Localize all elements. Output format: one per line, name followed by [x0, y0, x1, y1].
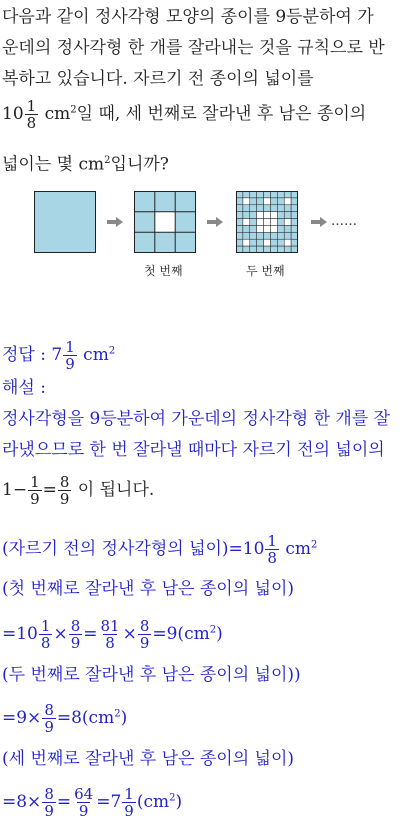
- carpet-cell: [236, 219, 243, 226]
- carpet-cell: [250, 246, 257, 253]
- carpet-cell: [277, 219, 284, 226]
- carpet-cell: [257, 191, 264, 198]
- close-paren: ): [120, 708, 128, 728]
- fraction: [42, 786, 56, 819]
- result: (cm: [136, 792, 170, 812]
- carpet-cell: [291, 212, 298, 219]
- problem-line-5: [2, 150, 169, 176]
- explanation-line-4: [2, 533, 317, 566]
- denominator: 9: [70, 634, 81, 652]
- denominator: 8: [40, 634, 51, 652]
- carpet-cell: [236, 225, 243, 232]
- times: ×: [53, 624, 68, 644]
- arrow-icon: [207, 217, 223, 227]
- close-paren: ): [175, 792, 183, 812]
- problem-line-4: [2, 98, 366, 131]
- answer-unit: cm: [83, 345, 109, 365]
- carpet-cell: [236, 191, 243, 198]
- carpet-cell: [277, 239, 284, 246]
- explanation-label: 해설 :: [2, 378, 46, 398]
- problem-line-4-rest: 일 때, 세 번째로 잘라낸 후 남은 종이의: [76, 104, 367, 124]
- numerator: 1: [30, 473, 40, 491]
- carpet-cell: [277, 198, 284, 205]
- area-unit: cm: [44, 104, 71, 124]
- equals-whole: =7: [96, 792, 122, 812]
- denominator: 9: [124, 802, 134, 820]
- area-denominator: 8: [26, 114, 37, 132]
- answer-line: [2, 339, 115, 372]
- fraction: [58, 474, 72, 507]
- denominator: 9: [78, 802, 89, 820]
- numerator: 81: [100, 617, 120, 635]
- carpet-cell: [270, 239, 277, 246]
- carpet-cell: [236, 239, 243, 246]
- removed-cell: [257, 219, 264, 226]
- carpet-cell: [284, 205, 291, 212]
- denominator: 9: [44, 718, 54, 736]
- carpet-cell: [277, 225, 284, 232]
- carpet-cell: [250, 191, 257, 198]
- numerator: 1: [124, 785, 134, 803]
- explanation-line-5: (첫 번째로 잘라낸 후 남은 종이의 넓이): [2, 579, 295, 599]
- stage-1-square: [134, 191, 196, 253]
- ellipsis: ……: [331, 214, 357, 229]
- carpet-cell: [264, 246, 271, 253]
- unit-exp: 2: [311, 539, 318, 551]
- fraction: [122, 786, 136, 819]
- answer-fraction: [63, 339, 77, 372]
- removed-cell: [243, 198, 250, 205]
- carpet-cell: [277, 232, 284, 239]
- carpet-cell: [291, 205, 298, 212]
- denominator: 8: [105, 634, 115, 652]
- area-fraction: [25, 98, 39, 131]
- denominator: 9: [30, 490, 40, 508]
- answer-label: 정답 :: [2, 345, 52, 365]
- carpet-cell: [291, 239, 298, 246]
- fraction: [39, 618, 53, 651]
- explanation-line-9: (세 번째로 잘라낸 후 남은 종이의 넓이): [2, 749, 295, 769]
- carpet-cell: [284, 225, 291, 232]
- carpet-cell: [257, 205, 264, 212]
- carpet-cell: [291, 232, 298, 239]
- removed-cell: [264, 219, 271, 226]
- removed-cell: [264, 225, 271, 232]
- carpet-cell: [291, 198, 298, 205]
- area-whole: 10: [2, 104, 24, 124]
- carpet-cell: [250, 205, 257, 212]
- expr-text: =10: [2, 624, 38, 644]
- numerator: 64: [74, 785, 94, 803]
- denominator: 9: [59, 490, 70, 508]
- removed-cell: [257, 212, 264, 219]
- explanation-line-7: (두 번째로 잘라낸 후 남은 종이의 넓이)): [2, 665, 301, 685]
- stage-2-square: [236, 191, 298, 253]
- carpet-cell: [250, 198, 257, 205]
- unit: cm: [279, 539, 312, 559]
- numerator: 8: [59, 473, 70, 491]
- expr-one-minus: 1−: [2, 480, 28, 500]
- unit-exp: 2: [114, 708, 121, 720]
- fraction: [265, 533, 279, 566]
- answer-whole: 7: [51, 345, 63, 365]
- fraction: [72, 786, 95, 819]
- carpet-cell: [257, 232, 264, 239]
- stage-0-square: [34, 191, 96, 253]
- answer-unit-exp: 2: [108, 345, 116, 357]
- carpet-cell: [250, 219, 257, 226]
- carpet-cell: [270, 198, 277, 205]
- explanation-line-3: [2, 474, 154, 507]
- carpet-cell: [291, 225, 298, 232]
- carpet-cell: [243, 205, 250, 212]
- arrow-icon: [107, 217, 123, 227]
- carpet-cell: [236, 198, 243, 205]
- removed-cell: [243, 219, 250, 226]
- question-unit: cm: [78, 154, 105, 175]
- numerator: 8: [44, 785, 54, 803]
- explanation-line-2: 라냈으므로 한 번 잘라낼 때마다 자르기 전의 넓이의: [2, 440, 385, 460]
- expr-text: (자르기 전의 정사각형의 넓이)=10: [2, 539, 265, 559]
- arrow-icon: [311, 217, 327, 227]
- unit-exp: 2: [209, 624, 217, 636]
- carpet-cell: [291, 191, 298, 198]
- carpet-cell: [243, 191, 250, 198]
- removed-cell: [243, 239, 250, 246]
- carpet-cell: [236, 212, 243, 219]
- fraction: [69, 618, 83, 651]
- carpet-cell: [257, 246, 264, 253]
- expr-text: =8×: [2, 792, 42, 812]
- problem-line-5-pre: 넓이는 몇: [2, 154, 79, 175]
- carpet-cell: [243, 246, 250, 253]
- carpet-cell: [264, 232, 271, 239]
- result: =9(cm: [152, 624, 210, 644]
- denominator: 8: [267, 549, 277, 567]
- denominator: 9: [44, 802, 54, 820]
- answer-numerator: 1: [65, 338, 75, 356]
- carpet-cell: [270, 232, 277, 239]
- removed-cell: [270, 219, 277, 226]
- carpet-cell: [284, 191, 291, 198]
- carpet-cell: [291, 219, 298, 226]
- carpet-cell: [291, 246, 298, 253]
- numerator: 8: [44, 701, 54, 719]
- carpet-cell: [243, 232, 250, 239]
- caption-second: 두 번째: [246, 264, 285, 278]
- removed-cell: [270, 225, 277, 232]
- carpet-cell: [284, 212, 291, 219]
- carpet-cell: [250, 232, 257, 239]
- carpet-cell: [277, 246, 284, 253]
- unit-exp: 2: [169, 792, 176, 804]
- carpet-cell: [257, 239, 264, 246]
- fraction: [98, 618, 121, 651]
- removed-cell: [264, 212, 271, 219]
- carpet-cell: [270, 205, 277, 212]
- carpet-cell: [270, 191, 277, 198]
- carpet-cell: [257, 198, 264, 205]
- carpet-cell: [236, 246, 243, 253]
- carpet-cell: [250, 239, 257, 246]
- result: =8(cm: [56, 708, 115, 728]
- carpet-cell: [277, 212, 284, 219]
- area-unit-exp: 2: [70, 104, 77, 116]
- fraction: [42, 702, 56, 735]
- carpet-cell: [277, 205, 284, 212]
- question-unit-exp: 2: [104, 155, 111, 166]
- explanation-line-10: [2, 786, 182, 819]
- numerator: 1: [267, 532, 277, 550]
- area-numerator: 1: [26, 97, 37, 115]
- removed-cell: [264, 239, 271, 246]
- equals: =: [42, 480, 57, 500]
- denominator: 9: [139, 634, 150, 652]
- carpet-cell: [277, 191, 284, 198]
- explanation-line-6: [2, 618, 223, 651]
- carpet-cell: [264, 205, 271, 212]
- removed-cell: [257, 225, 264, 232]
- expr-text: =9×: [2, 708, 42, 728]
- problem-line-1: 다음과 같이 정사각형 모양의 종이를 9등분하여 가: [2, 7, 374, 27]
- carpet-cell: [236, 232, 243, 239]
- explanation-line-3-rest: 이 됩니다.: [72, 480, 155, 500]
- equals: =: [83, 624, 98, 644]
- carpet-cell: [264, 191, 271, 198]
- problem-line-5-rest: 입니까?: [110, 154, 169, 175]
- fraction: [28, 474, 42, 507]
- removed-cell: [264, 198, 271, 205]
- removed-cell: [270, 212, 277, 219]
- carpet-cell: [270, 246, 277, 253]
- equals: =: [56, 792, 72, 812]
- carpet-cell: [284, 232, 291, 239]
- problem-line-2: 운데의 정사각형 한 개를 잘라내는 것을 규칙으로 반: [2, 38, 385, 58]
- carpet-cell: [236, 205, 243, 212]
- carpet-cell: [250, 225, 257, 232]
- carpet-cell: [243, 212, 250, 219]
- removed-cell: [284, 239, 291, 246]
- close-paren: ): [216, 624, 223, 644]
- problem-line-3: 복하고 있습니다. 자르기 전 종이의 넓이를: [2, 69, 314, 89]
- carpet-cell: [250, 212, 257, 219]
- answer-denominator: 9: [65, 355, 75, 373]
- carpet-cell: [284, 246, 291, 253]
- fraction: [138, 618, 152, 651]
- carpet-cell: [243, 225, 250, 232]
- caption-first: 첫 번째: [144, 264, 183, 278]
- explanation-line-8: [2, 702, 127, 735]
- numerator: 1: [40, 617, 51, 635]
- times: ×: [122, 624, 137, 644]
- numerator: 8: [139, 617, 150, 635]
- removed-cell: [284, 198, 291, 205]
- numerator: 8: [70, 617, 81, 635]
- explanation-line-1: 정사각형을 9등분하여 가운데의 정사각형 한 개를 잘: [2, 409, 391, 429]
- removed-cell: [284, 219, 291, 226]
